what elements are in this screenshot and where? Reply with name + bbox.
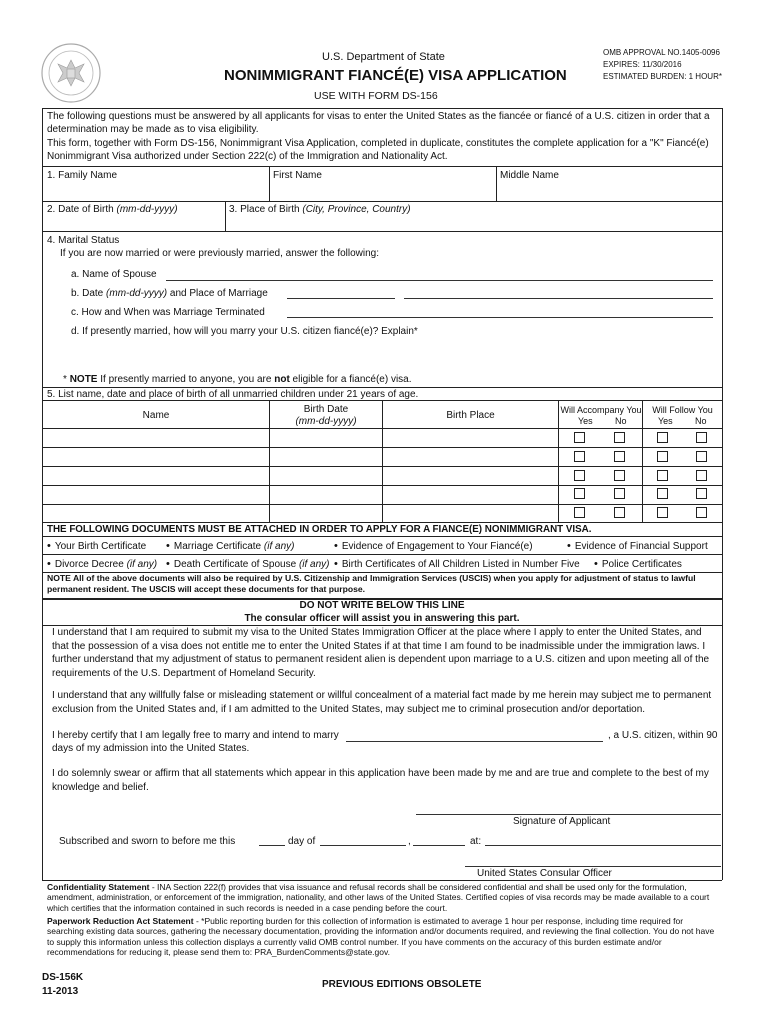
- doc-engagement-evidence: • Evidence of Engagement to Your Fiancé(e): [334, 540, 533, 553]
- accompany-no-checkbox[interactable]: [614, 507, 625, 518]
- sworn-location-field[interactable]: [485, 845, 721, 846]
- spouse-name-field[interactable]: [166, 280, 713, 281]
- editions-obsolete: PREVIOUS EDITIONS OBSOLETE: [322, 979, 482, 990]
- doc-financial-support: • Evidence of Financial Support: [567, 540, 708, 553]
- consular-paragraph-1: I understand that I am required to submit my visa to the United States Immigration Officer at the place where I apply to enter the United States, and that the possession of a visa does not entitle me to enter the United States if at that time I am found to be inadmissible under the immigration laws. I further understand that my adjustment of status to permanent resident alien is dependent upon marriage to a U.S. citizen and upon meeting all of the requirements of the U.S. Department of Homeland Security.: [52, 627, 710, 680]
- applicant-signature-field[interactable]: [416, 814, 721, 815]
- state-department-seal-icon: [40, 42, 102, 104]
- sworn-day-field[interactable]: [259, 845, 285, 846]
- accompany-yes-checkbox[interactable]: [574, 470, 585, 481]
- pob-label: 3. Place of Birth (City, Province, Country): [229, 204, 411, 215]
- dob-label: 2. Date of Birth (mm-dd-yyyy): [47, 204, 178, 215]
- marital-status-label: 4. Marital Status: [47, 235, 120, 246]
- marital-instructions: If you are now married or were previously married, answer the following:: [60, 248, 380, 259]
- sworn-month-field[interactable]: [320, 845, 406, 846]
- day-of-label: day of: [288, 836, 316, 847]
- col-name-header: Name: [142, 410, 170, 421]
- col-pob-header: Birth Place: [446, 410, 495, 421]
- follow-no-checkbox[interactable]: [696, 470, 707, 481]
- marriage-date-place-label: b. Date (mm-dd-yyyy) and Place of Marriage: [71, 288, 268, 299]
- intro-text-1: The following questions must be answered by all applicants for visas to enter the United States as the fiancée or fiancé of a U.S. citizen in order that a determination may be made as to visa eligibility.: [47, 111, 710, 136]
- page-title: NONIMMIGRANT FIANCÉ(E) VISA APPLICATION: [224, 67, 567, 84]
- col-dob-format: (mm-dd-yyyy): [295, 416, 357, 427]
- doc-divorce-decree: • Divorce Decree (if any): [47, 558, 157, 571]
- doc-marriage-certificate: • Marriage Certificate (if any): [166, 540, 294, 553]
- follow-yes-checkbox[interactable]: [657, 507, 668, 518]
- officer-signature-label: United States Consular Officer: [477, 868, 612, 879]
- omb-burden: ESTIMATED BURDEN: 1 HOUR*: [603, 72, 722, 81]
- at-label: at:: [470, 836, 482, 847]
- officer-signature-field[interactable]: [465, 866, 721, 867]
- doc-death-certificate: • Death Certificate of Spouse (if any): [166, 558, 330, 571]
- marriage-terminated-label: c. How and When was Marriage Terminated: [71, 307, 265, 318]
- pob-field[interactable]: [226, 216, 721, 230]
- follow-no-checkbox[interactable]: [696, 451, 707, 462]
- follow-no-label: No: [695, 416, 707, 426]
- consular-paragraph-4: I do solemnly swear or affirm that all statements which appear in this application have been made by me and are true and complete to the best of my knowledge and belief.: [52, 768, 709, 793]
- explain-field[interactable]: [71, 340, 713, 370]
- accompany-no-label: No: [615, 416, 627, 426]
- col-follow-header: Will Follow You: [652, 405, 713, 415]
- form-date: 11-2013: [42, 986, 79, 997]
- first-name-field[interactable]: [270, 182, 495, 200]
- dob-field[interactable]: [43, 216, 224, 230]
- accompany-no-checkbox[interactable]: [614, 451, 625, 462]
- accompany-yes-checkbox[interactable]: [574, 432, 585, 443]
- page-subtitle: USE WITH FORM DS-156: [314, 90, 438, 102]
- confidentiality-statement: Confidentiality Statement - INA Section 222(f) provides that visa issuance and refusal records shall be considered confidential and shall be used only for the formulation, amendment, administration, or enforcement of the immigration, nationality, and other laws of the United States. Certified copies of visa records may be made available to a court which certifies that the information contained in such records is needed in a case pending before the court.: [47, 882, 710, 913]
- doc-police-certificates: • Police Certificates: [594, 558, 682, 571]
- middle-name-label: Middle Name: [500, 170, 559, 181]
- accompany-yes-label: Yes: [578, 416, 593, 426]
- consular-paragraph-2: I understand that any willfully false or misleading statement or willful concealment of a material fact made by me herein may subject me to permanent exclusion from the United States and, if I am admitted to the United States, may subject me to criminal prosecution and/or deportation.: [52, 690, 712, 715]
- follow-yes-label: Yes: [658, 416, 673, 426]
- consular-paragraph-3a: I hereby certify that I am legally free to marry and intend to marry: [52, 730, 339, 741]
- marriage-date-field[interactable]: [287, 298, 395, 299]
- accompany-yes-checkbox[interactable]: [574, 507, 585, 518]
- consular-paragraph-3b: , a U.S. citizen, within 90: [608, 730, 718, 741]
- follow-yes-checkbox[interactable]: [657, 432, 668, 443]
- follow-yes-checkbox[interactable]: [657, 451, 668, 462]
- accompany-yes-checkbox[interactable]: [574, 488, 585, 499]
- form-number: DS-156K: [42, 972, 84, 983]
- consular-paragraph-3c: days of my admission into the United States.: [52, 743, 250, 754]
- doc-children-birth-certificates: • Birth Certificates of All Children Listed in Number Five: [334, 558, 580, 571]
- documents-heading: THE FOLLOWING DOCUMENTS MUST BE ATTACHED IN ORDER TO APPLY FOR A FIANCE(E) NONIMMIGRANT VISA.: [47, 524, 592, 535]
- marriage-terminated-field[interactable]: [287, 317, 713, 318]
- col-accompany-header: Will Accompany You: [560, 405, 642, 415]
- children-label: 5. List name, date and place of birth of all unmarried children under 21 years of age.: [47, 389, 419, 400]
- sworn-label: Subscribed and sworn to before me this: [59, 836, 236, 847]
- department-name: U.S. Department of State: [322, 51, 445, 63]
- documents-note: NOTE All of the above documents will also be required by U.S. Citizenship and Immigration Services (USCIS) when you apply for adjustment of status to lawful permanent resident. The USCIS will accept these documents for that purpose.: [47, 573, 696, 594]
- marriage-place-field[interactable]: [404, 298, 713, 299]
- explain-label: d. If presently married, how will you marry your U.S. citizen fiancé(e)? Explain*: [71, 326, 418, 337]
- col-dob-header: Birth Date: [303, 404, 349, 415]
- marital-note: * NOTE If presently married to anyone, you are not eligible for a fiancé(e) visa.: [63, 374, 412, 385]
- doc-birth-certificate: • Your Birth Certificate: [47, 540, 146, 553]
- consular-subheading: The consular officer will assist you in answering this part.: [244, 613, 520, 624]
- comma-label: ,: [408, 836, 411, 847]
- spouse-name-label: a. Name of Spouse: [71, 269, 157, 280]
- sworn-year-field[interactable]: [413, 845, 465, 846]
- follow-yes-checkbox[interactable]: [657, 470, 668, 481]
- accompany-no-checkbox[interactable]: [614, 470, 625, 481]
- omb-number: OMB APPROVAL NO.1405-0096: [603, 48, 720, 57]
- paperwork-reduction-statement: Paperwork Reduction Act Statement - *Public reporting burden for this collection of information is estimated to average 1 hour per response, including time required for searching existing data sources, gathering the necessary documentation, providing the information and/or documents required, and reviewing the final collection. You do not have to supply this information unless this collection displays a currently valid OMB control number. If you have comments on the accuracy of this burden estimate and/or recommendations for reducing it, please send them to: PRA_BurdenComments@state.gov.: [47, 916, 715, 958]
- intro-text-2: This form, together with Form DS-156, Nonimmigrant Visa Application, completed in duplicate, constitutes the complete application for a "K" Fiancé(e) Nonimmigrant Visa authorized under Section 222(c) of the Immigration and Nationality Act.: [47, 138, 709, 163]
- follow-no-checkbox[interactable]: [696, 507, 707, 518]
- middle-name-field[interactable]: [497, 182, 721, 200]
- follow-no-checkbox[interactable]: [696, 432, 707, 443]
- first-name-label: First Name: [273, 170, 322, 181]
- accompany-no-checkbox[interactable]: [614, 488, 625, 499]
- family-name-label: 1. Family Name: [47, 170, 118, 181]
- follow-yes-checkbox[interactable]: [657, 488, 668, 499]
- accompany-no-checkbox[interactable]: [614, 432, 625, 443]
- fiance-name-field[interactable]: [346, 741, 603, 742]
- omb-expires: EXPIRES: 11/30/2016: [603, 60, 682, 69]
- accompany-yes-checkbox[interactable]: [574, 451, 585, 462]
- follow-no-checkbox[interactable]: [696, 488, 707, 499]
- applicant-signature-label: Signature of Applicant: [513, 816, 611, 827]
- do-not-write-heading: DO NOT WRITE BELOW THIS LINE: [299, 600, 465, 611]
- family-name-field[interactable]: [43, 182, 268, 200]
